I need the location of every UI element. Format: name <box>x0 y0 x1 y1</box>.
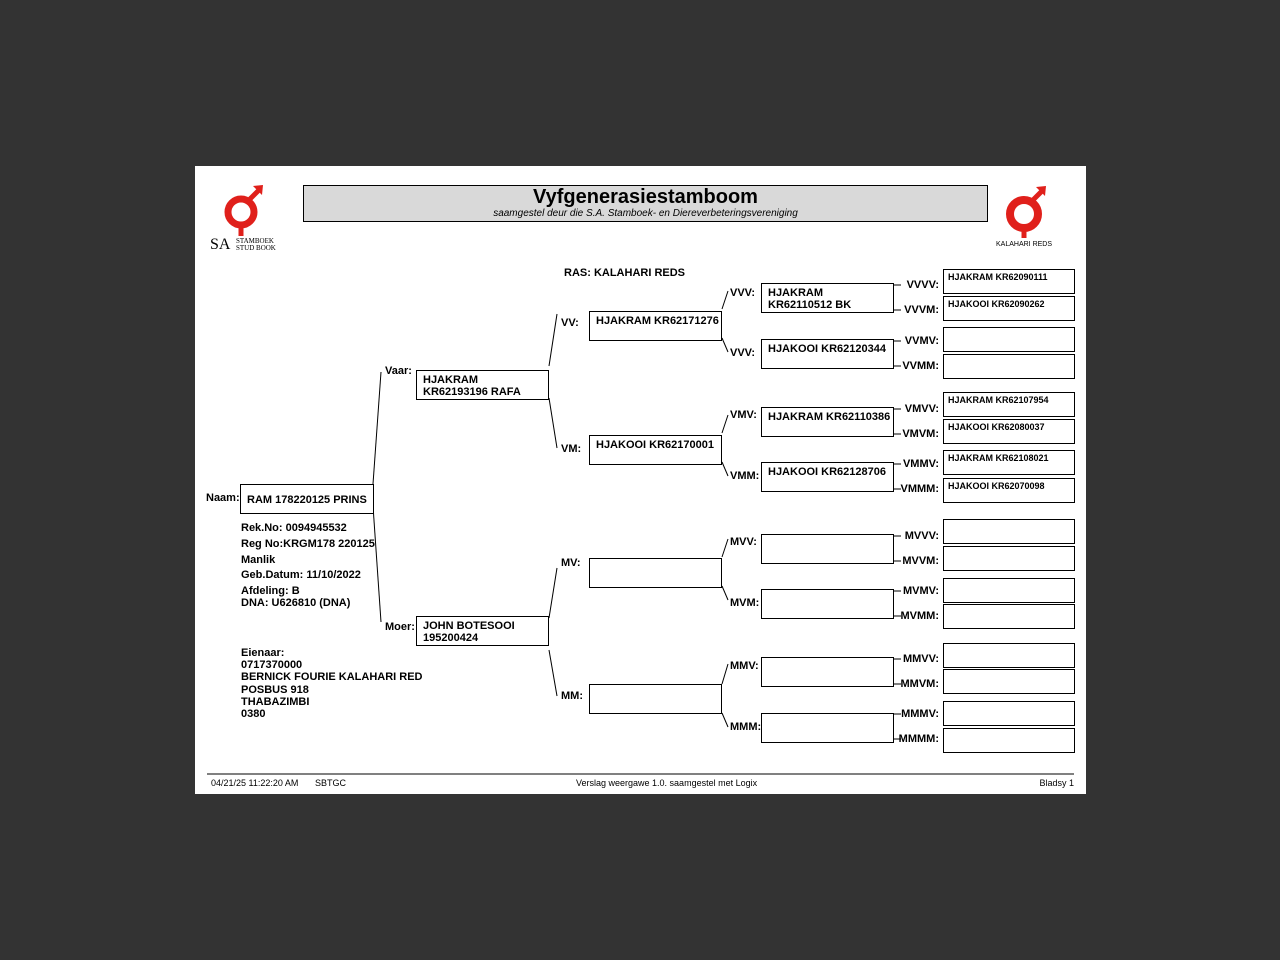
mmvv-box <box>943 643 1075 668</box>
vmm-box <box>761 462 894 492</box>
vm-name: HJAKOOI KR62170001 <box>596 439 715 451</box>
vmvv-label: VMVV: <box>904 403 939 415</box>
mvv-line1 <box>762 535 893 538</box>
mvm-box <box>761 589 894 619</box>
vm-label: VM: <box>561 443 582 455</box>
vv-name: HJAKRAM KR62171276 <box>596 315 719 327</box>
vvvm-box <box>943 296 1075 321</box>
vv-label: VV: <box>561 317 579 329</box>
owner-line: POSBUS 918 <box>241 684 309 696</box>
page-subtitle: saamgestel deur die S.A. Stamboek- en Diereverbeteringsvereniging <box>493 208 798 219</box>
vvvm-name: HJAKOOI KR62090262 <box>948 299 1045 309</box>
vm-box <box>589 435 722 465</box>
mvv-label: MVV: <box>730 536 757 548</box>
sa-studbook-logo <box>205 182 285 254</box>
mmmv-label: MMMV: <box>901 708 939 720</box>
mmv-line1 <box>762 658 893 661</box>
vvvv-label: VVVV: <box>906 279 939 291</box>
mmm-label: MMM: <box>730 721 762 733</box>
footer-version: Verslag weergawe 1.0. saamgestel met Logix <box>576 778 758 788</box>
vmvm-label: VMVM: <box>902 428 939 440</box>
vvmv-box <box>943 327 1075 352</box>
footer-datetime: 04/21/25 11:22:20 AM <box>211 778 299 788</box>
kalahari-reds-logo-text: KALAHARI REDS <box>996 241 1053 248</box>
mvvm-label: MVVM: <box>902 555 939 567</box>
subject-sex: Manlik <box>241 554 276 566</box>
vaar-label: Vaar: <box>385 365 412 377</box>
mvvv-label: MVVV: <box>904 530 939 542</box>
subject-section: Afdeling: B <box>241 585 300 597</box>
mmmv-box <box>943 701 1075 726</box>
subject-box <box>240 484 374 514</box>
vvmm-label: VVMM: <box>902 360 939 372</box>
vmv-line1: HJAKRAM KR62110386 <box>768 411 891 423</box>
vvv-label: VVV: <box>730 347 756 359</box>
mmmm-name <box>944 729 1074 731</box>
mvmm-name <box>944 605 1074 607</box>
vmmm-name: HJAKOOI KR62070098 <box>948 481 1045 491</box>
mv-label: MV: <box>561 557 581 569</box>
mvvv-box <box>943 519 1075 544</box>
vvmv-label: VVMV: <box>904 335 939 347</box>
vmm-label: VMM: <box>730 470 760 482</box>
vmmv-box <box>943 450 1075 475</box>
kalahari-reds-emblem-icon <box>990 182 1070 238</box>
subject-reg-no: Reg No:KRGM178 220125 <box>241 538 375 550</box>
vmv-label: VMV: <box>730 409 757 421</box>
mvm-line1 <box>762 590 893 593</box>
vmmm-box <box>943 478 1075 503</box>
mm-box <box>589 684 722 714</box>
vmvv-box <box>943 392 1075 417</box>
subject-label: Naam: <box>206 492 240 504</box>
mm-label: MM: <box>561 690 583 702</box>
vvv-box <box>761 283 894 313</box>
sa-logo-letters: SA <box>210 236 231 253</box>
moer-box <box>416 616 549 646</box>
sa-studbook-emblem-icon <box>205 182 285 238</box>
vmvm-box <box>943 419 1075 444</box>
vvvv-name: HJAKRAM KR62090111 <box>948 272 1048 282</box>
moer-line2: 195200424 <box>423 632 479 644</box>
vv-box <box>589 311 722 341</box>
vvmm-name <box>944 355 1074 357</box>
vvmm-box <box>943 354 1075 379</box>
mvm-label: MVM: <box>730 597 760 609</box>
footer-code: SBTGC <box>315 778 347 788</box>
vmmm-label: VMMM: <box>900 483 939 495</box>
vmv-box <box>761 407 894 437</box>
owner-label: Eienaar: <box>241 647 285 659</box>
mvmm-box <box>943 604 1075 629</box>
mmmm-box <box>943 728 1075 753</box>
mmmv-name <box>944 702 1074 704</box>
mmvv-name <box>944 644 1074 646</box>
vvv-label: VVV: <box>730 287 756 299</box>
owner-line: THABAZIMBI <box>241 696 310 708</box>
vvvv-box <box>943 269 1075 294</box>
vaar-box <box>416 370 549 400</box>
mmv-box <box>761 657 894 687</box>
page-title: Vyfgenerasiestamboom <box>533 186 758 208</box>
vvv-box <box>761 339 894 369</box>
sa-logo-studbook: STUD BOOK <box>236 244 276 252</box>
mv-box <box>589 558 722 588</box>
vvmv-name <box>944 328 1074 330</box>
mm-name <box>590 685 721 688</box>
vmm-line1: HJAKOOI KR62128706 <box>768 466 887 478</box>
mvmv-box <box>943 578 1075 603</box>
kalahari-reds-logo <box>990 182 1070 254</box>
mvmv-name <box>944 579 1074 581</box>
mmvv-label: MMVV: <box>902 653 939 665</box>
footer-page-number: Bladsy 1 <box>1039 778 1074 788</box>
mvvv-name <box>944 520 1074 522</box>
mvvm-box <box>943 546 1075 571</box>
vvv-line1: HJAKOOI KR62120344 <box>768 343 887 355</box>
moer-label: Moer: <box>385 621 415 633</box>
mvmm-label: MVMM: <box>900 610 939 622</box>
vmvv-name: HJAKRAM KR62107954 <box>948 395 1049 405</box>
mmvm-label: MMVM: <box>900 678 939 690</box>
mmmm-label: MMMM: <box>898 733 939 745</box>
owner-line: 0717370000 <box>241 659 303 671</box>
mvv-box <box>761 534 894 564</box>
mvvm-name <box>944 547 1074 549</box>
pedigree-page <box>195 166 1086 794</box>
subject-dna: DNA: U626810 (DNA) <box>241 597 351 609</box>
vvvm-label: VVVM: <box>904 304 939 316</box>
mmm-box <box>761 713 894 743</box>
owner-line: BERNICK FOURIE KALAHARI RED <box>241 671 423 683</box>
vmmv-label: VMMV: <box>902 458 939 470</box>
owner-line: 0380 <box>241 708 266 720</box>
moer-line1: JOHN BOTESOOI <box>423 620 515 632</box>
vmvm-name: HJAKOOI KR62080037 <box>948 422 1045 432</box>
title-banner <box>303 185 988 222</box>
subject-rek-no: Rek.No: 0094945532 <box>241 522 347 534</box>
mmvm-box <box>943 669 1075 694</box>
vaar-line2: KR62193196 RAFA <box>423 386 521 398</box>
vvv-line2: KR62110512 BK <box>768 299 852 311</box>
sa-logo-stamboek: STAMBOEK <box>236 237 274 245</box>
vmmv-name: HJAKRAM KR62108021 <box>948 453 1049 463</box>
vaar-line1: HJAKRAM <box>423 374 478 386</box>
mmv-label: MMV: <box>730 660 759 672</box>
mmvm-name <box>944 670 1074 672</box>
mvmv-label: MVMV: <box>902 585 939 597</box>
vvv-line1: HJAKRAM <box>768 287 823 299</box>
subject-birth-date: Geb.Datum: 11/10/2022 <box>241 569 361 581</box>
breed-label: RAS: KALAHARI REDS <box>564 267 685 279</box>
mv-name <box>590 559 721 562</box>
subject-name: RAM 178220125 PRINS <box>247 494 367 506</box>
mmm-line1 <box>762 714 893 717</box>
